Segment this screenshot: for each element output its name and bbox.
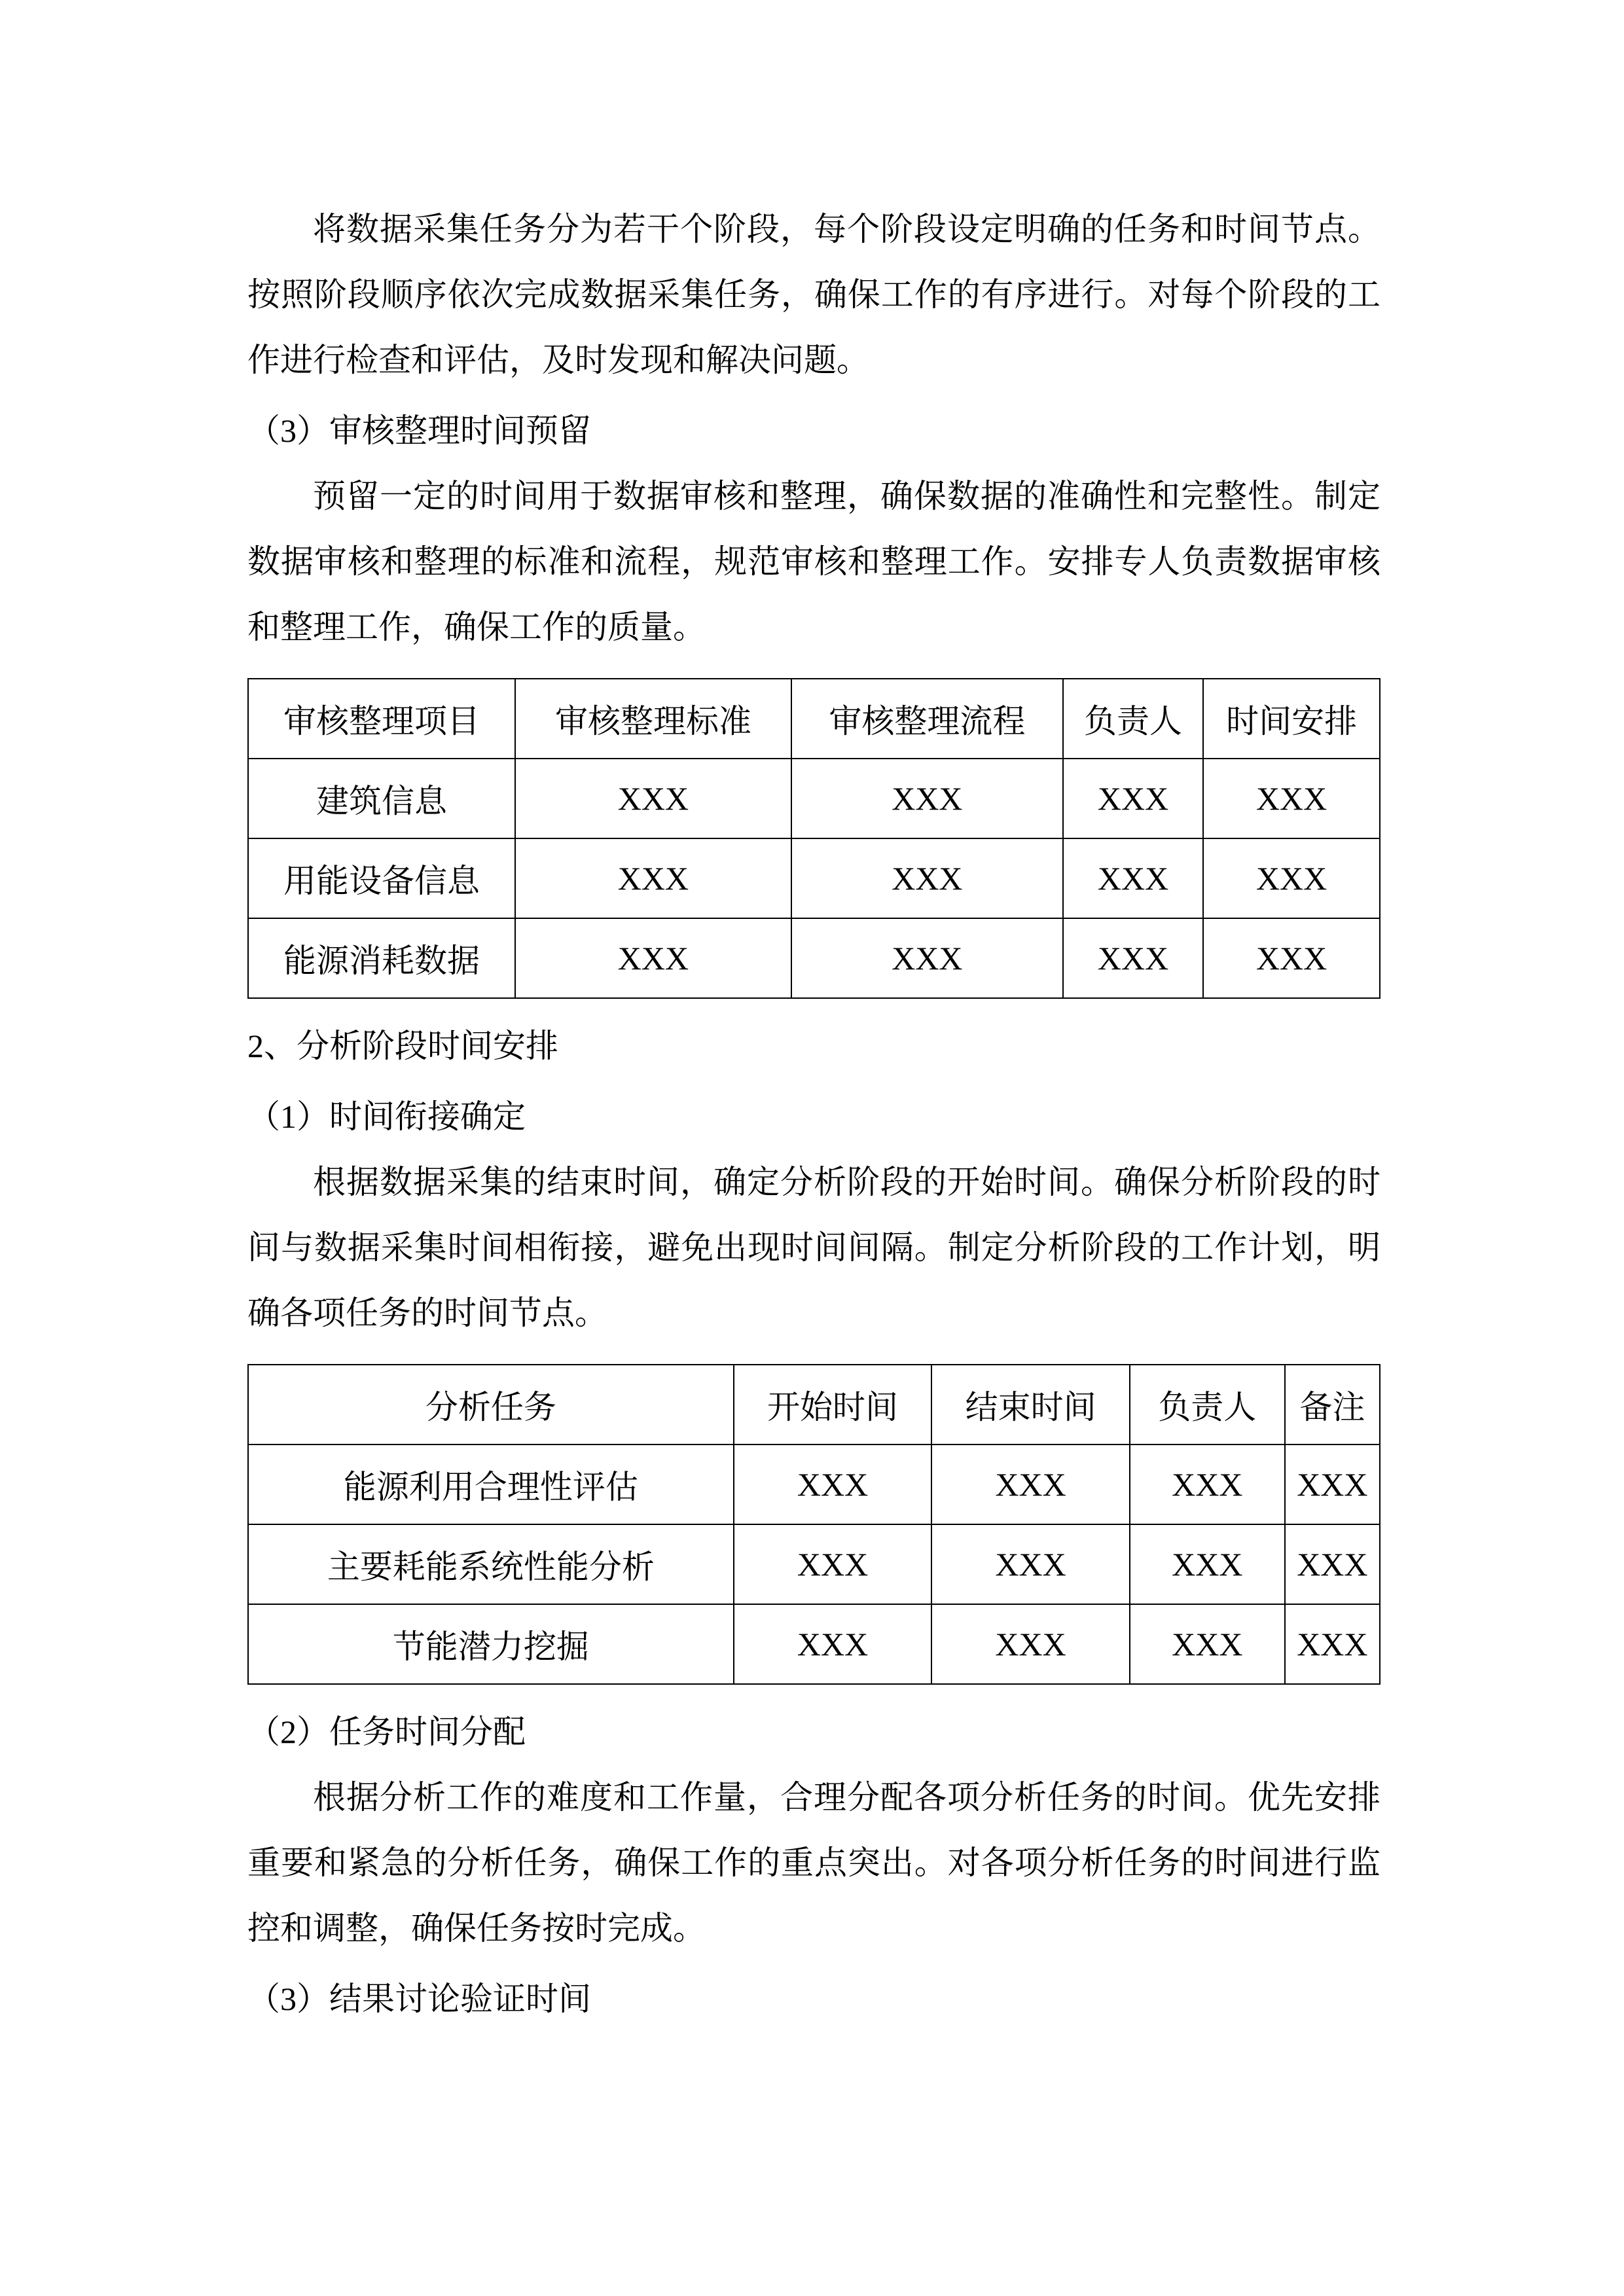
table-cell: XXX — [931, 1604, 1130, 1684]
table-cell: XXX — [791, 918, 1063, 998]
header-cell: 开始时间 — [734, 1365, 932, 1444]
table-cell: XXX — [1063, 918, 1203, 998]
table-cell: XXX — [791, 838, 1063, 918]
table-cell: 用能设备信息 — [248, 838, 515, 918]
analysis-task-table — [247, 1364, 1380, 1685]
table-cell: XXX — [1285, 1604, 1380, 1684]
heading-time-linkage: （1）时间衔接确定 — [247, 1098, 526, 1135]
header-cell: 负责人 — [1063, 679, 1203, 759]
table-cell: XXX — [515, 918, 791, 998]
table-cell: 节能潜力挖掘 — [248, 1604, 734, 1684]
heading-analysis-phase-schedule: 2、分析阶段时间安排 — [247, 1028, 558, 1064]
table-cell: XXX — [734, 1524, 932, 1604]
table-cell: XXX — [1203, 759, 1380, 838]
table-cell: XXX — [1285, 1444, 1380, 1524]
table-cell: XXX — [1130, 1524, 1285, 1604]
table-cell: XXX — [931, 1524, 1130, 1604]
paragraph-review-reserve-body: 预留一定的时间用于数据审核和整理，确保数据的准确性和完整性。制定数据审核和整理的标准和流程，规范审核和整理工作。安排专人负责数据审核和整理工作，确保工作的质量。 — [247, 478, 1380, 645]
table-cell: XXX — [1130, 1444, 1285, 1524]
header-cell: 分析任务 — [248, 1365, 734, 1444]
heading-task-time-allocation: （2）任务时间分配 — [247, 1713, 526, 1750]
table-cell: XXX — [734, 1444, 932, 1524]
review-schedule-table — [247, 678, 1380, 999]
table-cell: XXX — [515, 759, 791, 838]
header-cell: 时间安排 — [1203, 679, 1380, 759]
header-cell: 负责人 — [1130, 1365, 1285, 1444]
table-cell: XXX — [1203, 838, 1380, 918]
table-row — [248, 838, 1380, 918]
paragraph-time-linkage-body: 根据数据采集的结束时间，确定分析阶段的开始时间。确保分析阶段的时间与数据采集时间相衔接，避免出现时间间隔。制定分析阶段的工作计划，明确各项任务的时间节点。 — [247, 1164, 1380, 1331]
table-cell: XXX — [1130, 1604, 1285, 1684]
table-cell: XXX — [931, 1444, 1130, 1524]
table-cell: 主要耗能系统性能分析 — [248, 1524, 734, 1604]
table-row — [248, 1524, 1380, 1604]
header-cell: 审核整理标准 — [515, 679, 791, 759]
header-cell: 审核整理项目 — [248, 679, 515, 759]
table-row — [248, 1444, 1380, 1524]
table-cell: 建筑信息 — [248, 759, 515, 838]
table-cell: XXX — [734, 1604, 932, 1684]
table-cell: XXX — [1285, 1524, 1380, 1604]
table-cell: XXX — [791, 759, 1063, 838]
table-cell: XXX — [1203, 918, 1380, 998]
table-header-row — [248, 679, 1380, 759]
table-cell: 能源消耗数据 — [248, 918, 515, 998]
header-cell: 备注 — [1285, 1365, 1380, 1444]
table-cell: 能源利用合理性评估 — [248, 1444, 734, 1524]
table-row — [248, 1604, 1380, 1684]
table-row — [248, 759, 1380, 838]
header-cell: 结束时间 — [931, 1365, 1130, 1444]
table-row — [248, 918, 1380, 998]
heading-result-discussion-time: （3）结果讨论验证时间 — [247, 1981, 591, 2017]
heading-review-time-reserve: （3）审核整理时间预留 — [247, 412, 591, 449]
table-header-row — [248, 1365, 1380, 1444]
header-cell: 审核整理流程 — [791, 679, 1063, 759]
paragraph-phased-collection: 将数据采集任务分为若干个阶段，每个阶段设定明确的任务和时间节点。按照阶段顺序依次完成数据采集任务，确保工作的有序进行。对每个阶段的工作进行检查和评估，及时发现和解决问题。 — [247, 211, 1380, 378]
table-cell: XXX — [515, 838, 791, 918]
table-cell: XXX — [1063, 759, 1203, 838]
table-cell: XXX — [1063, 838, 1203, 918]
paragraph-task-allocation-body: 根据分析工作的难度和工作量，合理分配各项分析任务的时间。优先安排重要和紧急的分析任务，确保工作的重点突出。对各项分析任务的时间进行监控和调整，确保任务按时完成。 — [247, 1779, 1380, 1946]
